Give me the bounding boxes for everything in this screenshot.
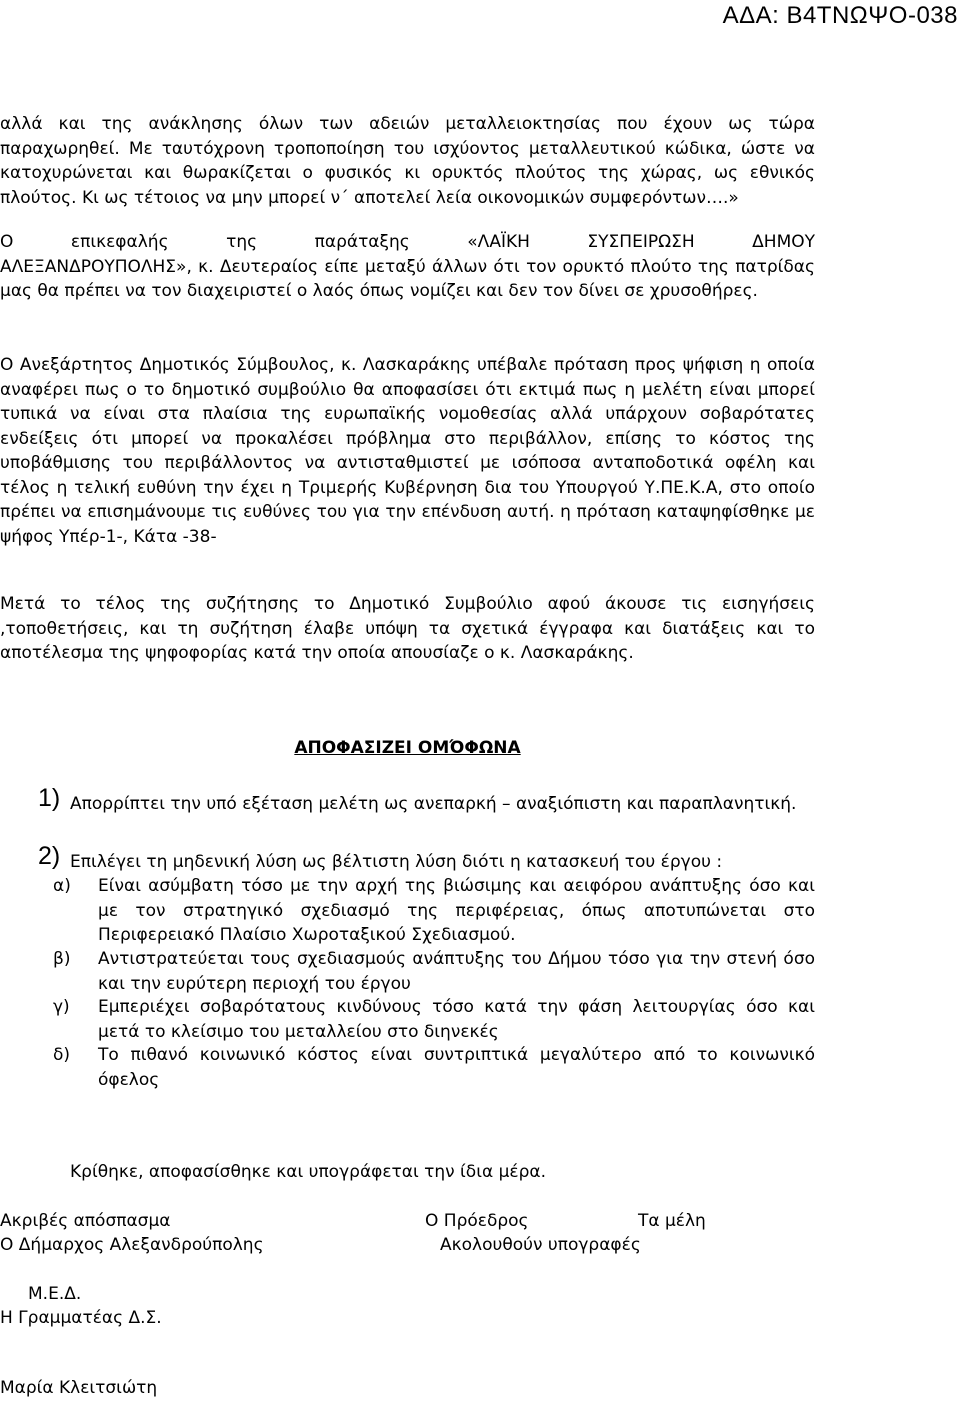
item-number: 1) xyxy=(38,784,61,812)
item-number: 2) xyxy=(38,842,61,870)
subitem-c xyxy=(53,995,815,1044)
paragraph-laiki-syspeirosi xyxy=(0,230,815,304)
exact-excerpt-label: Ακριβές απόσπασμα xyxy=(0,1211,171,1231)
judged-statement: Κρίθηκε, αποφασίσθηκε και υπογράφεται την ίδια μέρα. xyxy=(70,1162,546,1182)
paragraph-line: Ο επικεφαλής της παράταξης «ΛΑΪΚΗ ΣΥΣΠΕΙΡΩΣΗ ΔΗΜΟΥ xyxy=(0,232,815,252)
paragraph-continuation: αλλά και της ανάκλησης όλων των αδειών μεταλλειοκτησίας που έχουν ως τώρα παραχωρηθεί. Με ταυτόχρονη τροποποίηση του ισχύοντος μεταλλευτικού κώδικα, ώστε να κατοχυρώνεται και θωρακίζεται ο φυσικός κι ορυκτός πλούτος της χώρας, ως εθνικός πλούτος. Κι ως τέτοιος να μην μπορεί ν΄ αποτελεί λεία οικονομικών συμφερόντων….» xyxy=(0,114,815,208)
subitem-text: Αντιστρατεύεται τους σχεδιασμούς ανάπτυξης του Δήμου τόσο για την στενή όσο και την ευρύτερη περιοχή του έργου xyxy=(98,949,815,994)
subitem-text: Το πιθανό κοινωνικό κόστος είναι συντριπτικά μεγαλύτερο από το κοινωνικό όφελος xyxy=(98,1045,815,1090)
president-label: Ο Πρόεδρος xyxy=(425,1211,529,1231)
subitem-label: γ) xyxy=(53,997,70,1017)
subitem-text: Εμπεριέχει σοβαρότατους κινδύνους τόσο κατά την φάση λειτουργίας όσο και μετά το κλείσιμο του μεταλλείου στο διηνεκές xyxy=(98,997,815,1042)
subitem-a xyxy=(53,874,815,948)
secretary-label: Η Γραμματέας Δ.Σ. xyxy=(0,1308,162,1328)
decision-title: ΑΠΟΦΑΣΙΖΕΙ ΟΜΌΦΩΝΑ xyxy=(294,738,521,758)
paragraph-laskarakis-proposal: Ο Ανεξάρτητος Δημοτικός Σύμβουλος, κ. Λασκαράκης υπέβαλε πρόταση προς ψήφιση η οποία αναφέρει πως ο το δημοτικό συμβούλιο θα αποφασίσει ότι εκτιμά πως η μελέτη είναι μπορεί τυπικά να είναι στα πλαίσια της ευρωπαϊκής νομοθεσίας αλλά υπάρχουν σοβαρότατες ενδείξεις ότι μπορεί να προκαλέσει πρόβλημα στο περιβάλλον, επίσης το κόστος της υποβάθμισης του περιβάλλοντος να αντισταθμιστεί με ισόποσα ανταποδοτικά οφέλη και τέλος η τελική ευθύνη την έχει η Τριμερής Κυβέρνηση δια του Υπουργού Υ.ΠΕ.Κ.Α, στο οποίο πρέπει να επισημάνουμε τις ευθύνες του για την επένδυση αυτή. η πρόταση καταψηφίσθηκε με ψήφος Υπέρ-1-, Κάτα -38- xyxy=(0,355,815,547)
subitem-label: α) xyxy=(53,876,71,896)
subitem-label: β) xyxy=(53,949,71,969)
item-text: Απορρίπτει την υπό εξέταση μελέτη ως ανεπαρκή – αναξιόπιστη και παραπλανητική. xyxy=(70,794,797,814)
paragraph-text: ΑΛΕΞΑΝΔΡΟΥΠΟΛΗΣ», κ. Δευτεραίος είπε μεταξύ άλλων ότι τον ορυκτό πλούτο της πατρίδας μας θα πρέπει να τον διαχειριστεί ο λαός όπως νομίζει και δεν τον δίνει σε χρυσοθήρες. xyxy=(0,256,815,301)
item-text: Επιλέγει τη μηδενική λύση ως βέλτιστη λύση διότι η κατασκευή του έργου : xyxy=(70,852,723,872)
secretary-name: Μαρία Κλειτσιώτη xyxy=(0,1378,158,1398)
members-label: Τα μέλη xyxy=(638,1211,706,1231)
mayor-label: Ο Δήμαρχος Αλεξανδρούπολης xyxy=(0,1235,264,1255)
subitem-text: Είναι ασύμβατη τόσο με την αρχή της βιώσιμης και αειφόρου ανάπτυξης όσο και με τον στρατηγικό σχεδιασμό της περιφέρειας, όπως αποτυπώνεται στο Περιφερειακό Πλαίσιο Χωροταξικού Σχεδιασμού. xyxy=(98,876,815,945)
signatures-follow: Ακολουθούν υπογραφές xyxy=(440,1235,641,1255)
subitem-b xyxy=(53,947,815,996)
subitem-label: δ) xyxy=(53,1045,71,1065)
med-label: Μ.Ε.Δ. xyxy=(28,1284,82,1304)
ada-code: ΑΔΑ: Β4ΤΝΩΨΟ-038 xyxy=(722,2,958,29)
subitem-d xyxy=(53,1043,815,1092)
decision-item-2 xyxy=(38,842,815,875)
paragraph-council-discussion: Μετά το τέλος της συζήτησης το Δημοτικό Συμβούλιο αφού άκουσε τις εισηγήσεις ,τοποθετήσεις, και τη συζήτηση έλαβε υπόψη τα σχετικά έγγραφα και διατάξεις και το αποτέλεσμα της ψηφοφορίας κατά την οποία απουσίαζε ο κ. Λασκαράκης. xyxy=(0,594,815,663)
decision-item-1 xyxy=(38,784,815,817)
